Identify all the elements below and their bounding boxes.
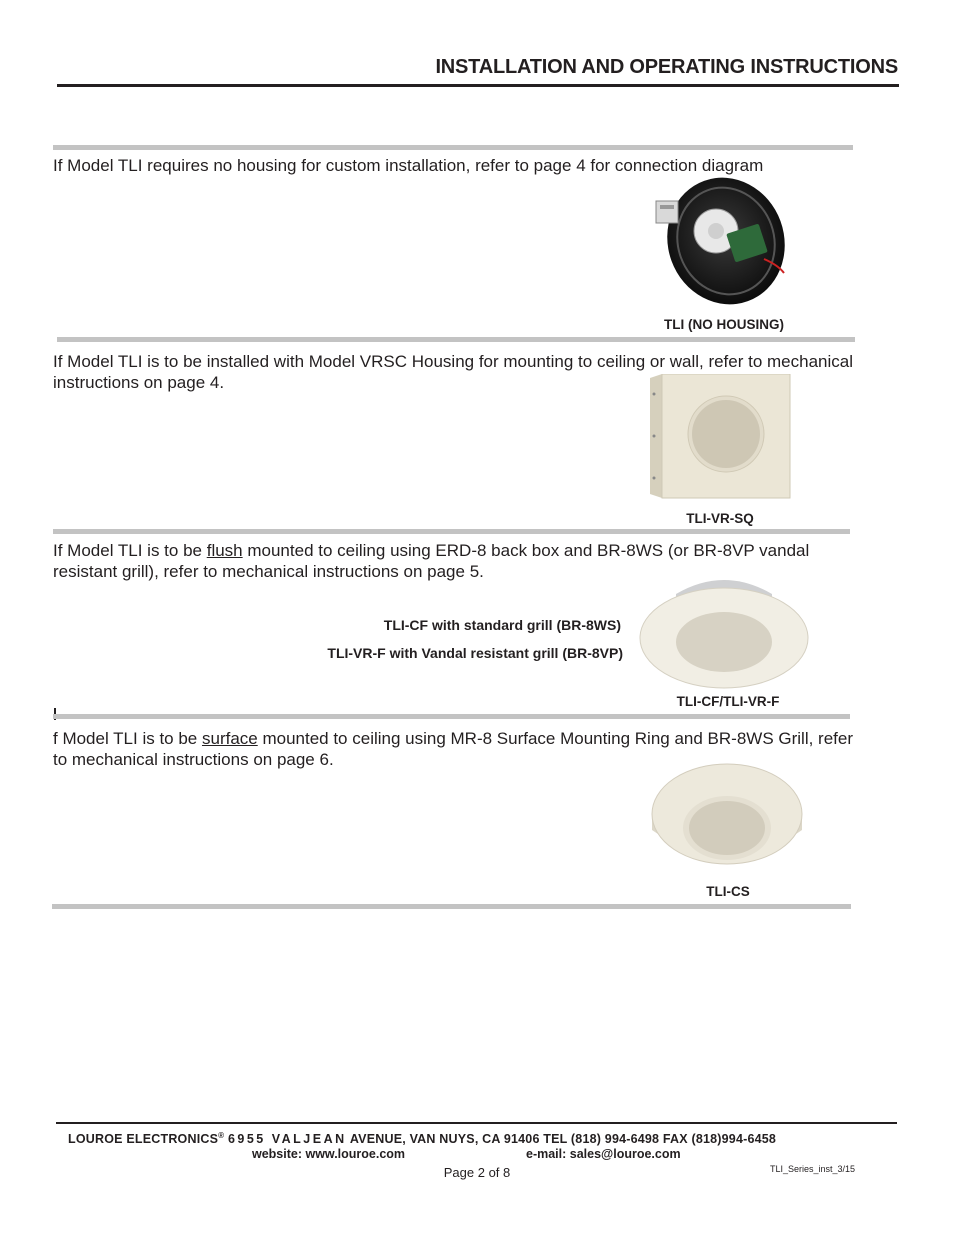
tli-no-housing-image xyxy=(648,173,788,309)
section-divider xyxy=(53,529,850,534)
tli-vr-sq-image xyxy=(648,374,792,500)
tli-cs-image xyxy=(646,760,808,878)
section-divider xyxy=(53,145,853,150)
sublabel-vandal-grill: TLI-VR-F with Vandal resistant grill (BR-8VP) xyxy=(327,645,623,661)
footer-email: e-mail: sales@louroe.com xyxy=(526,1147,681,1161)
section-3-caption: TLI-CF/TLI-VR-F xyxy=(676,694,780,709)
section-divider xyxy=(52,904,851,909)
section-2-caption: TLI-VR-SQ xyxy=(686,511,754,526)
section-2-text: If Model TLI is to be installed with Model VRSC Housing for mounting to ceiling or wall, refer to mechanical instructions on page 4. xyxy=(53,352,854,392)
tli-cf-image xyxy=(638,572,810,690)
sublabel-standard-grill: TLI-CF with standard grill (BR-8WS) xyxy=(383,617,621,633)
section-3-text: If Model TLI is to be flush mounted to ceiling using ERD-8 back box and BR-8WS (or BR-8VP vandal resistant grill), refer to mechanical instructions on page 5. xyxy=(53,541,810,581)
document-id: TLI_Series_inst_3/15 xyxy=(770,1164,856,1174)
header-rule xyxy=(57,84,899,87)
footer-address-line: LOUROE ELECTRONICS® 6955 VALJEAN AVENUE, VAN NUYS, CA 91406 TEL (818) 994-6498 FAX (818)994-6458 xyxy=(68,1131,777,1147)
section-1-caption: TLI (NO HOUSING) xyxy=(664,317,784,332)
section-divider xyxy=(53,714,850,719)
page-number: Page 2 of 8 xyxy=(443,1165,511,1180)
section-1-text: If Model TLI requires no housing for custom installation, refer to page 4 for connection diagram xyxy=(53,156,764,175)
section-4-caption: TLI-CS xyxy=(706,884,750,899)
section-4-text: f Model TLI is to be surface mounted to ceiling using MR-8 Surface Mounting Ring and BR-8WS Grill, refer to mechanical instructions on page 6. xyxy=(53,729,853,769)
footer-website: website: www.louroe.com xyxy=(252,1147,406,1161)
footer-rule xyxy=(56,1122,897,1124)
page-title: INSTALLATION AND OPERATING INSTRUCTIONS xyxy=(435,56,898,78)
section-divider xyxy=(57,337,855,342)
